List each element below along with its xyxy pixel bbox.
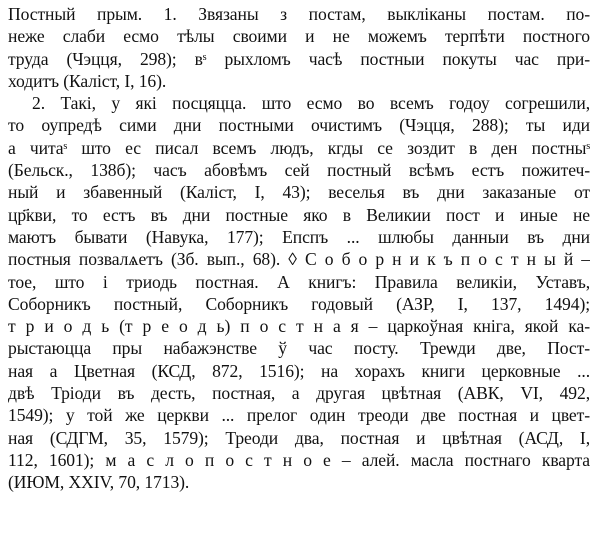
entry-line-16: рыстаюцца пры набажэнстве ў час посту. Треѡди две, Пост- — [8, 338, 590, 359]
entry-line-7: а читаˢ што ес писал всемъ людъ, кгды се зоздит в ден постныˢ — [8, 137, 590, 158]
entry-line-11: маютъ бывати (Навука, 177); Епспъ ... шлюбы данныи въ дни — [8, 226, 590, 247]
entry-line-13: тое, што i триодь постная. А книгъ: Правила великiи, Уставъ, — [8, 271, 590, 292]
entry-line-20: ная (СДГМ, 35, 1579); Треоди два, постная и цвѣтная (АСД, I, — [8, 427, 590, 448]
entry-line-19: 1549); у той же церкви ... прелог один треоди две постная и цвет- — [8, 405, 590, 426]
entry-line-9: ный и збавенный (Калiст, I, 43); веселья въ дни заказаные от — [8, 182, 590, 203]
entry-line-5: 2. Такi, у якi посцяцца. што есмо во всемъ годоу согрешили, — [32, 93, 590, 114]
entry-line-4: ходитъ (Калiст, I, 16). — [8, 70, 167, 91]
entry-line-17: ная а Цветная (КСД, 872, 1516); на хорахъ книги церковные ... — [8, 360, 590, 381]
entry-line-21: 112, 1601); м а с л о п о с т н о е – алей. масла постнаго кварта — [8, 449, 590, 470]
entry-line-6: то оупредѣ сими дни постными очистимъ (Чэцця, 288); ты иди — [8, 115, 590, 136]
entry-line-10: цр҃кви, то естъ въ дни постные яко в Великии пост и иные не — [8, 204, 590, 225]
entry-line-15: т р и о д ь (т р е о д ь) п о с т н а я – царкоўная кнiга, якой ка- — [8, 316, 590, 337]
entry-line-8: (Бельск., 138б); часъ абовѣмъ сей постный всѣмъ естъ пожитеч- — [8, 160, 590, 181]
entry-line-18: двѣ Трiоди въ десть, постная, а другая цвѣтная (АВК, VI, 492, — [8, 383, 590, 404]
entry-line-3: труда (Чэцця, 298); вˢ рыхломъ часѣ постныи покуты час при- — [8, 48, 590, 69]
entry-line-1: Постный прым. 1. Звязаны з постам, выклiканы постам. по- — [8, 4, 590, 24]
entry-line-22: (ИЮМ, XXIV, 70, 1713). — [8, 472, 190, 493]
entry-line-2: неже слаби есмо тѣлы своими и не можемъ терпѣти постного — [8, 26, 590, 47]
entry-line-12: постныя позвалѧетъ (Зб. вып., 68). ◊ С о б о р н и к ъ п о с т н ы й – — [8, 249, 590, 270]
entry-line-14: Соборникъ постный, Соборникъ годовый (АЗР, I, 137, 1494); — [8, 293, 590, 314]
